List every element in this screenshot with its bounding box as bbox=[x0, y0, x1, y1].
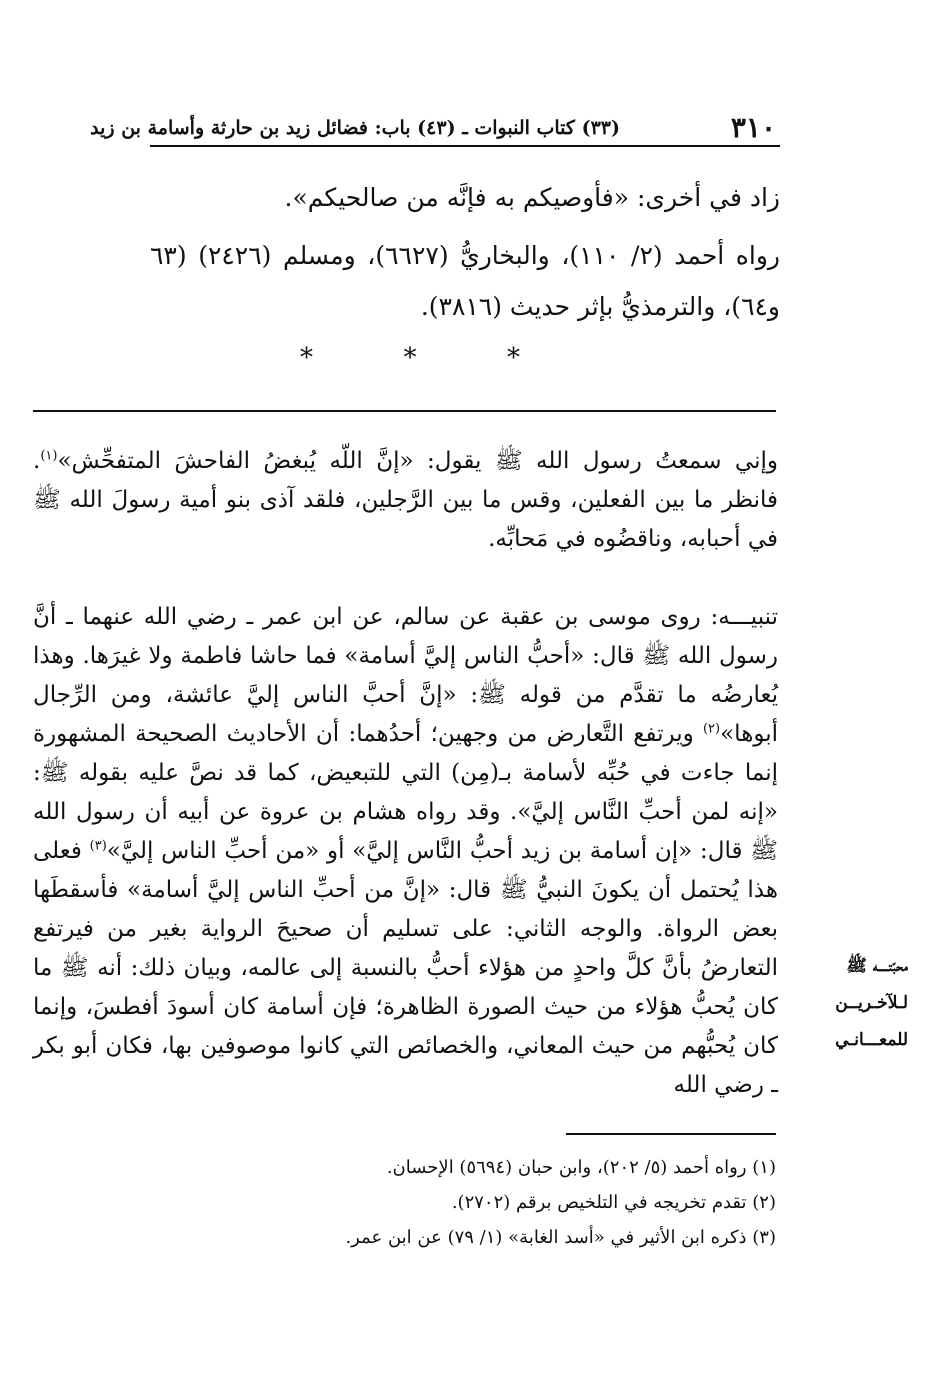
paragraph-text: فعلى هذا يُحتمل أن يكونَ النبيُّ ﷺ قال: «إنَّ من أحبِّ الناس إليَّ أسامة» فأسقطَها بعض الرواة. والوجه الثاني: على تسليم أن صحيحَ الرواية بغير من فيرتفع التعارضُ بأنَّ كلَّ واحدٍ من هؤلاء أحبُّ بالنسبة إلى عالمه، وبيان ذلك: أنه ﷺ ما كان يُحبُّ هؤلاء من حيث الصورة الظاهرة؛ فإن أسامة كان أسودَ أفطسَ، وإنما كان يُحبُّهم من حيث المعاني، والخصائص التي كانوا موصوفين بها، فكان أبو بكر ـ رضي الله bbox=[33, 838, 778, 1098]
section-separator-stars bbox=[300, 340, 520, 376]
footnote: (٣) ذكره ابن الأثير في «أسد الغابة» (١/ ٧٩) عن ابن عمر. bbox=[345, 1227, 776, 1248]
footnote-ref: (٢) bbox=[702, 721, 721, 737]
footnote: (١) رواه أحمد (٥/ ٢٠٢)، وابن حبان (٥٦٩٤) الإحسان. bbox=[386, 1157, 776, 1178]
upper-line-addition: زاد في أخرى: «فأوصيكم به فإنَّه من صالحيكم». bbox=[284, 183, 780, 212]
header-rule bbox=[150, 145, 780, 147]
margin-note-line: محبّتـــــه ﷺ bbox=[846, 956, 908, 976]
paragraph-text: تنبيـــه: روى موسى بن عقبة عن سالم، عن ابن عمر ـ رضي الله عنهما ـ أنَّ رسول الله ﷺ قال: «أحبُّ الناس إليَّ أسامة» فما حاشا فاطمة ولا غيرَها. وهذا يُعارضُه ما تقدَّم من قوله ﷺ: «إنَّ أحبَّ الناس إليَّ عائشة، ومن الرِّجال أبوها» bbox=[33, 604, 778, 747]
upper-citation: رواه أحمد (٢/ ١١٠)، والبخاريُّ (٦٦٢٧)، ومسلم (٢٤٢٦) (٦٣ و٦٤)، والترمذيُّ بإثر حديث (٣٨١٦). bbox=[150, 241, 780, 321]
section-rule bbox=[33, 410, 776, 412]
body-paragraph-2 bbox=[33, 598, 778, 1105]
paragraph-text: وإني سمعتُ رسول الله ﷺ يقول: «إنَّ اللّه يُبغضُ الفاحشَ المتفحِّش» bbox=[57, 448, 778, 474]
footnotes bbox=[180, 1150, 776, 1255]
footnote-rule bbox=[566, 1133, 776, 1135]
star-glyph: * bbox=[403, 343, 417, 373]
margin-note bbox=[800, 948, 908, 1059]
star-glyph: * bbox=[300, 343, 313, 373]
star-glyph: * bbox=[507, 343, 520, 373]
margin-note-line: للمعـــانـي bbox=[835, 1030, 908, 1050]
footnote-ref: (١) bbox=[40, 448, 58, 464]
paragraph-text: ويرتفع التَّعارض من وجهين؛ أحدُهما: أن الأحاديث الصحيحة المشهورة إنما جاءت في حُبِّه لأسامة بـ(مِن) التي للتبعيض، كما قد نصَّ عليه بقوله ﷺ: «إنه لمن أحبِّ النَّاس إليَّ». وقد رواه هشام بن عروة عن أبيه أن رسول الله ﷺ قال: «إن أسامة بن زيد أحبُّ النَّاس إليَّ» أو «من أحبِّ الناس إليَّ» bbox=[33, 721, 778, 864]
margin-note-line: لـلآخـريــن bbox=[835, 993, 908, 1013]
page-number: ٣١٠ bbox=[730, 111, 776, 144]
footnote: (٢) تقدم تخريجه في التلخيص برقم (٢٧٠٢). bbox=[451, 1192, 776, 1213]
body-paragraph-1 bbox=[33, 442, 778, 559]
running-head: (٣٣) كتاب النبوات ـ (٤٣) باب: فضائل زيد بن حارثة وأسامة بن زيد bbox=[90, 117, 620, 139]
footnote-ref: (٣) bbox=[89, 838, 107, 854]
paragraph-text: . فانظر ما بين الفعلين، وقس ما بين الرَّجلين، فلقد آذى بنو أمية رسولَ الله ﷺ في أحبابه، وناقضُوه في مَحابِّه. bbox=[33, 448, 778, 552]
